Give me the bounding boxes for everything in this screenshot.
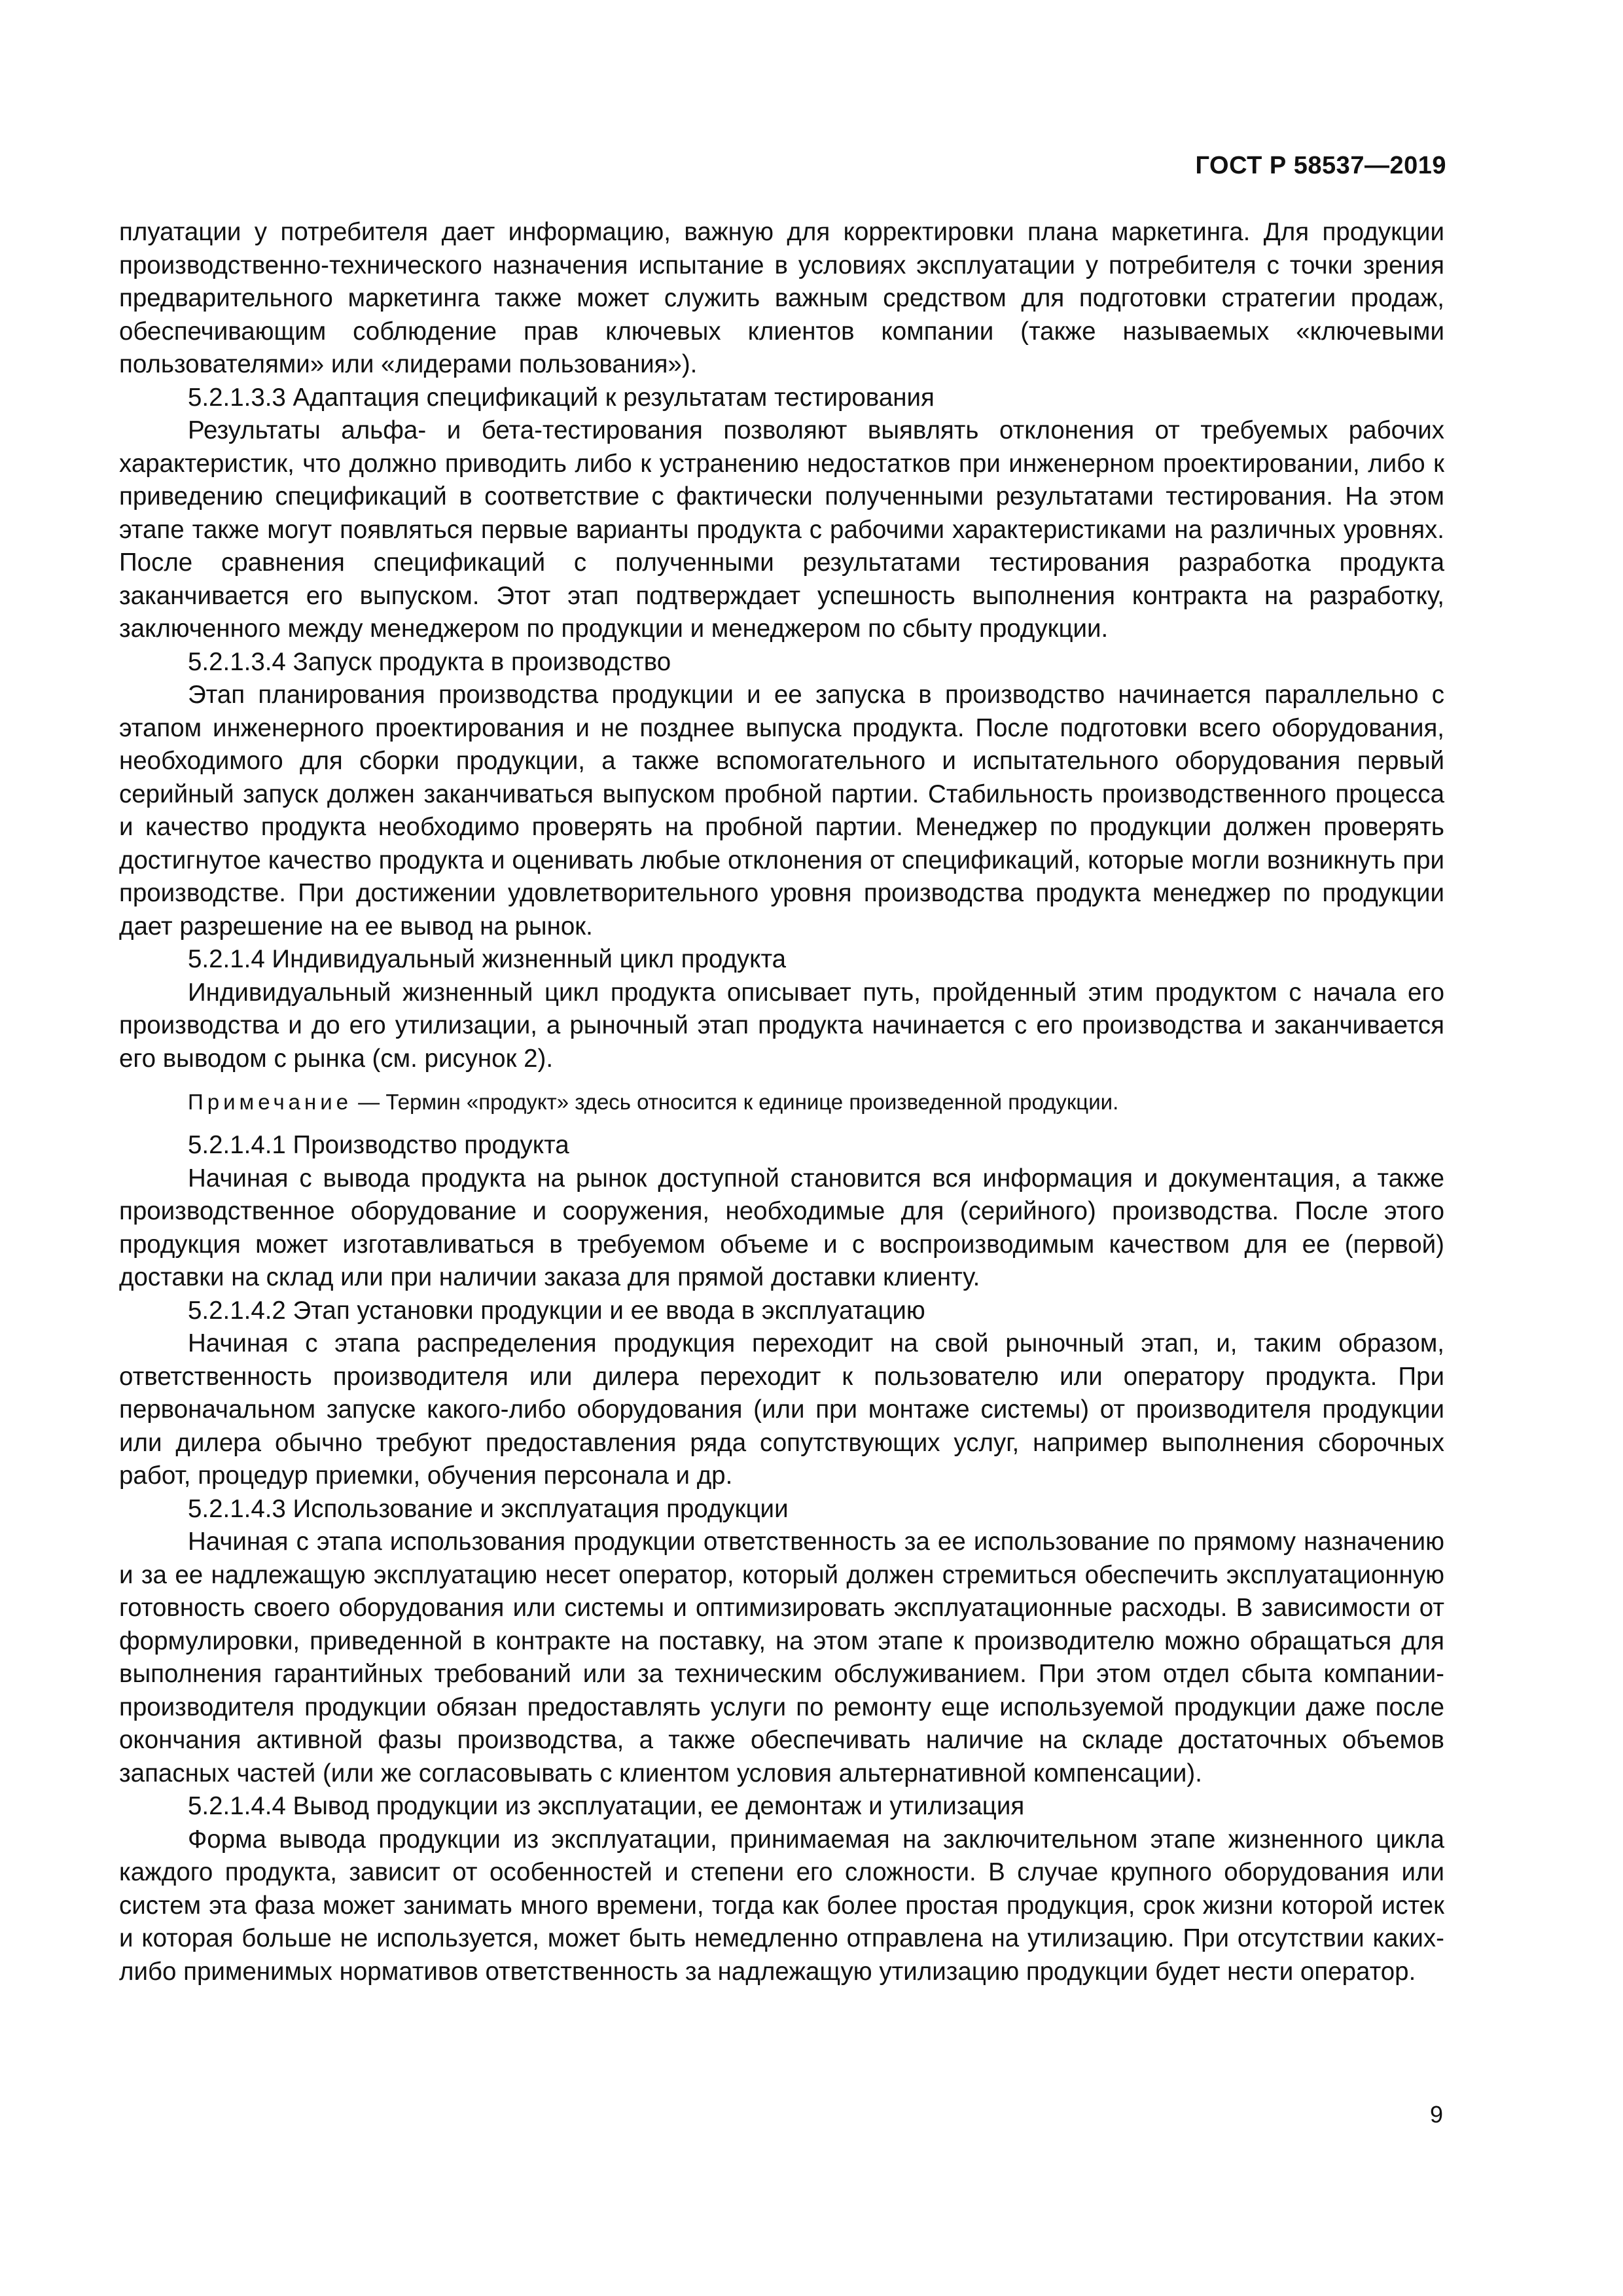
paragraph-usage-operation: Начиная с этапа использования продукции ответственность за ее использование по прямому назначению и за ее надлежащую эксплуатацию несет оператор, который должен стремиться обеспечить эксплуатационную готовность своего оборудования или системы и оптимизировать эксплуатационные расходы. В зависимости от формулировки, приведенной в контракте на поставку, на этом этапе к производителю можно обращаться для выполнения гарантийных требований или за техническим обслуживанием. При этом отдел сбыта компании-производителя продукции обязан предоставлять услуги по ремонту еще используемой продукции даже после окончания активной фазы производства, а также обеспечивать наличие на складе достаточных объемов запасных частей (или же согласовывать с клиентом условия альтернативной компенсации).: [119, 1528, 1444, 1787]
document-body: [119, 216, 1444, 1988]
note-text: — Термин «продукт» здесь относится к единице произведенной продукции.: [352, 1090, 1119, 1114]
paragraph-decommissioning: Форма вывода продукции из эксплуатации, принимаемая на заключительном этапе жизненного цикла каждого продукта, зависит от особенностей и степени его сложности. В случае крупного оборудования или систем эта фаза может занимать много времени, тогда как более простая продукция, срок жизни которой истек и которая больше не используется, может быть немедленно отправлена на утилизацию. При отсутствии каких-либо применимых нормативов ответственность за надлежащую утилизацию продукции будет нести оператор.: [119, 1825, 1444, 1986]
section-heading-5-2-1-3-4: 5.2.1.3.4 Запуск продукта в производство: [188, 647, 671, 676]
page-number: 9: [1429, 2101, 1443, 2128]
paragraph-test-adaptation: Результаты альфа- и бета-тестирования позволяют выявлять отклонения от требуемых рабочих характеристик, что должно приводить либо к устранению недостатков при инженерном проектировании, либо к приведению спецификаций в соответствие с фактически полученными результатами тестирования. На этом этапе также могут появляться первые варианты продукта с рабочими характеристиками на различных уровнях. После сравнения спецификаций с полученными результатами тестирования разработка продукта заканчивается его выпуском. Этот этап подтверждает успешность выполнения контракта на разработку, заключенного между менеджером по продукции и менеджером по сбыту продукции.: [119, 416, 1444, 643]
paragraph-continuation: плуатации у потребителя дает информацию, важную для корректировки плана маркетинга. Для продукции производственно-технического назначения испытание в условиях эксплуатации у потребителя с точки зрения предварительного маркетинга также может служить важным средством для подготовки стратегии продаж, обеспечивающим соблюдение прав ключевых клиентов компании (также называемых «ключевыми пользователями» или «лидерами пользования»).: [119, 218, 1444, 378]
section-heading-5-2-1-4: 5.2.1.4 Индивидуальный жизненный цикл продукта: [188, 945, 787, 973]
section-heading-5-2-1-3-3: 5.2.1.3.3 Адаптация спецификаций к результатам тестирования: [188, 383, 935, 412]
document-header: ГОСТ Р 58537—2019: [1195, 152, 1446, 179]
section-heading-5-2-1-4-3: 5.2.1.4.3 Использование и эксплуатация продукции: [188, 1494, 789, 1523]
paragraph-production-launch: Этап планирования производства продукции и ее запуска в производство начинается параллельно с этапом инженерного проектирования и не позднее выпуска продукта. После подготовки всего оборудования, необходимого для сборки продукции, а также вспомогательного и испытательного оборудования первый серийный запуск должен заканчиваться выпуском пробной партии. Стабильность производственного процесса и качество продукта необходимо проверять на пробной партии. Менеджер по продукции должен проверять достигнутое качество продукта и оценивать любые отклонения от спецификаций, которые могли возникнуть при производстве. При достижении удовлетворительного уровня производства продукта менеджер по продукции дает разрешение на ее вывод на рынок.: [119, 681, 1444, 941]
section-heading-5-2-1-4-2: 5.2.1.4.2 Этап установки продукции и ее ввода в эксплуатацию: [188, 1296, 925, 1325]
section-heading-5-2-1-4-4: 5.2.1.4.4 Вывод продукции из эксплуатации, ее демонтаж и утилизация: [188, 1792, 1025, 1820]
note-label: Примечание: [188, 1090, 353, 1114]
paragraph-installation: Начиная с этапа распределения продукция переходит на свой рыночный этап, и, таким образом, ответственность производителя или дилера переходит к пользователю или оператору продукта. При первоначальном запуске какого-либо оборудования (или при монтаже системы) от производителя продукции или дилера обычно требуют предоставления ряда сопутствующих услуг, например выполнения сборочных работ, процедур приемки, обучения персонала и др.: [119, 1329, 1444, 1490]
note: [119, 1086, 1444, 1119]
section-heading-5-2-1-4-1: 5.2.1.4.1 Производство продукта: [188, 1131, 569, 1159]
paragraph-individual-lifecycle: Индивидуальный жизненный цикл продукта описывает путь, пройденный этим продуктом с начала его производства и до его утилизации, а рыночный этап продукта начинается с его производства и заканчивается его выводом с рынка (см. рисунок 2).: [119, 978, 1444, 1073]
paragraph-product-production: Начиная с вывода продукта на рынок доступной становится вся информация и документация, а также производственное оборудование и сооружения, необходимые для (серийного) производства. После этого продукция может изготавливаться в требуемом объеме и с воспроизводимым качеством для ее (первой) доставки на склад или при наличии заказа для прямой доставки клиенту.: [119, 1164, 1444, 1291]
